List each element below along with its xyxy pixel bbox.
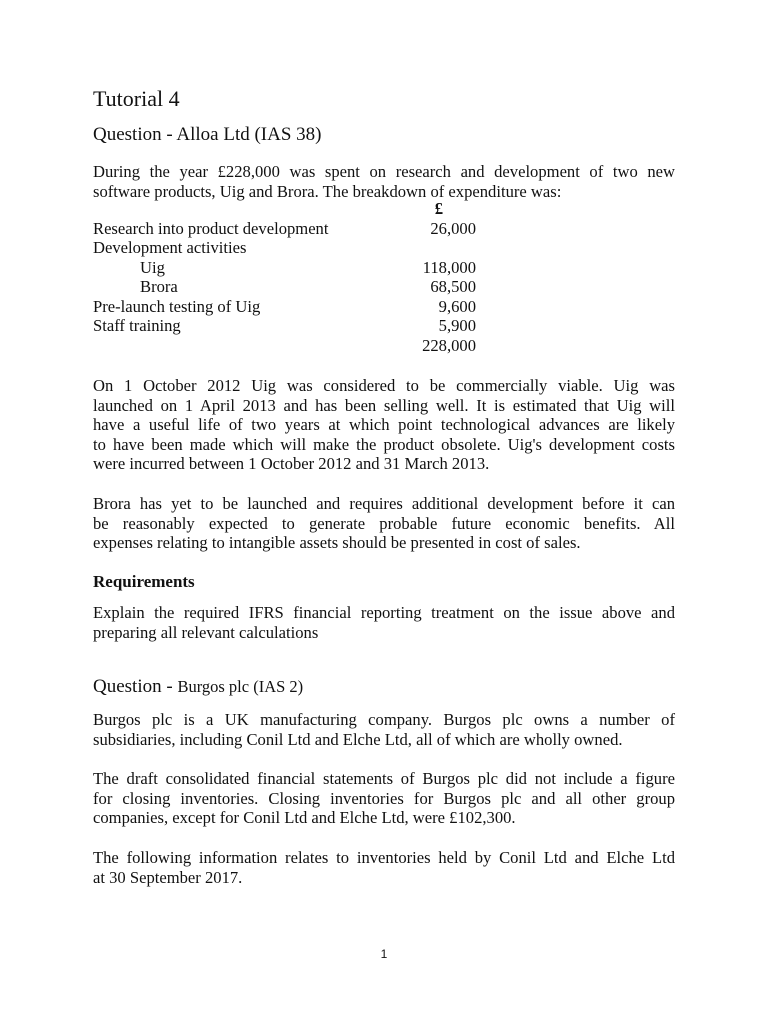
row-amount: 26,000	[430, 218, 476, 238]
row-label: Research into product development	[93, 218, 329, 238]
row-amount: 9,600	[438, 296, 476, 316]
row-label: Pre-launch testing of Uig	[93, 296, 261, 316]
table-row	[93, 238, 493, 258]
table-row	[93, 219, 493, 239]
table-row	[93, 297, 493, 317]
table-row	[93, 316, 493, 336]
text-line: During the year £228,000 was spent on research and development of two new	[93, 162, 675, 181]
text-line: On 1 October 2012 Uig was considered to be commercially viable. Uig was	[93, 376, 675, 395]
text-line: Burgos plc is a UK manufacturing company. Burgos plc owns a number of	[93, 710, 675, 729]
text-line: launched on 1 April 2013 and has been selling well. It is estimated that Uig will	[93, 395, 675, 415]
closing-inventories-paragraph	[93, 769, 675, 828]
text-line: software products, Uig and Brora. The breakdown of expenditure was:	[93, 181, 562, 201]
requirements-paragraph	[93, 603, 675, 642]
row-label: Brora	[140, 277, 178, 296]
expenditure-table	[93, 199, 493, 355]
text-line: were incurred between 1 October 2012 and 31 March 2013.	[93, 454, 490, 473]
text-line: to have been made which will make the product obsolete. Uig's development costs	[93, 434, 675, 454]
question-heading-alloa: Question - Alloa Ltd (IAS 38)	[93, 124, 322, 145]
text-line: at 30 September 2017.	[93, 867, 243, 887]
brora-paragraph	[93, 494, 675, 553]
text-line: The following information relates to inventories held by Conil Ltd and Elche Ltd	[93, 848, 675, 867]
currency-symbol: £	[434, 199, 443, 218]
table-row	[93, 277, 493, 297]
text-line: for closing inventories. Closing inventories for Burgos plc and all other group	[93, 788, 675, 808]
heading-prefix: Question -	[93, 676, 178, 697]
row-amount: 68,500	[430, 277, 476, 296]
row-amount-total: 228,000	[422, 335, 476, 355]
row-label: Staff training	[93, 316, 181, 335]
table-row	[93, 258, 493, 278]
requirements-heading: Requirements	[93, 572, 195, 591]
text-line: Brora has yet to be launched and requires additional development before it can	[93, 494, 675, 513]
row-amount: 118,000	[422, 257, 476, 277]
text-line: subsidiaries, including Conil Ltd and Elche Ltd, all of which are wholly owned.	[93, 729, 623, 749]
row-label: Uig	[140, 257, 165, 277]
text-line: expenses relating to intangible assets should be presented in cost of sales.	[93, 533, 581, 552]
text-line: The draft consolidated financial statements of Burgos plc did not include a figure	[93, 769, 675, 788]
text-line: be reasonably expected to generate probable future economic benefits. All	[93, 513, 675, 533]
burgos-intro-paragraph	[93, 710, 675, 749]
alloa-intro-paragraph	[93, 162, 675, 201]
heading-rest: Burgos plc (IAS 2)	[177, 677, 304, 696]
question-heading-burgos	[93, 675, 303, 699]
uig-paragraph	[93, 376, 675, 474]
text-line: Explain the required IFRS financial reporting treatment on the issue above and	[93, 603, 675, 622]
table-header-row	[93, 199, 493, 219]
inventories-info-paragraph	[93, 848, 675, 887]
row-amount: 5,900	[438, 316, 476, 335]
page-number: 1	[380, 947, 388, 961]
page-title: Tutorial 4	[93, 86, 180, 111]
text-line: preparing all relevant calculations	[93, 622, 319, 642]
text-line: have a useful life of two years at which point technological advances are likely	[93, 415, 675, 434]
row-label: Development activities	[93, 238, 247, 257]
text-line: companies, except for Conil Ltd and Elche Ltd, were £102,300.	[93, 808, 516, 827]
table-total-row	[93, 336, 493, 356]
